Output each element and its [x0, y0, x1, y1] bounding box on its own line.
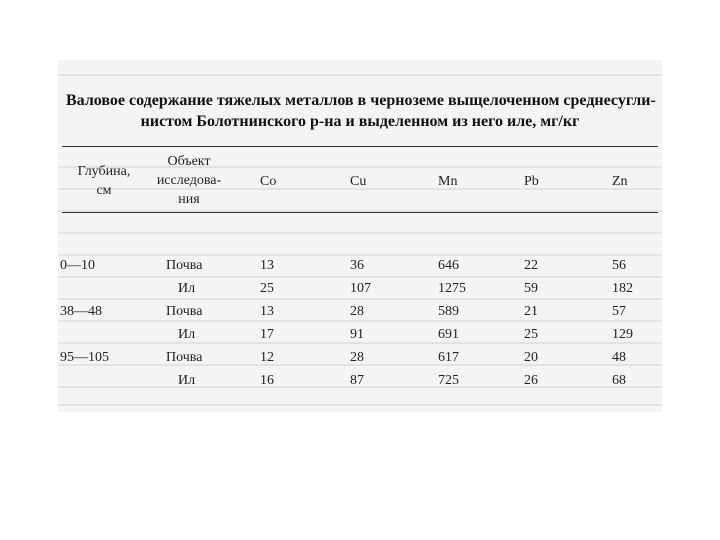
header-object-line: ния [178, 192, 200, 207]
cell-co: 17 [260, 327, 274, 342]
cell-depth: 38—48 [60, 304, 102, 319]
cell-object: Почва [166, 258, 203, 273]
header-object-line: Объект [167, 154, 211, 169]
cell-zn: 57 [612, 304, 626, 319]
cell-co: 13 [260, 304, 274, 319]
cell-cu: 107 [350, 281, 371, 296]
header-object [144, 152, 234, 209]
header-depth [64, 162, 144, 200]
scanned-table-image [58, 60, 662, 412]
cell-cu: 87 [350, 373, 364, 388]
header-top-rule [62, 146, 658, 147]
cell-depth: 0—10 [60, 258, 95, 273]
cell-pb: 22 [524, 258, 538, 273]
header-mn: Mn [438, 174, 458, 189]
header-pb: Pb [524, 174, 539, 189]
header-depth-line: Глубина, [77, 164, 131, 179]
header-co: Co [260, 174, 277, 189]
table-title-line: нистом Болотнинского р-на и выделенном из него иле, мг/кг [140, 113, 580, 130]
table-title-line: Валовое содержание тяжелых металлов в черноземе выщелоченном среднесугли- [66, 92, 656, 109]
bleed-line [58, 404, 662, 406]
cell-cu: 28 [350, 304, 364, 319]
cell-cu: 91 [350, 327, 364, 342]
bleed-line [58, 298, 662, 300]
cell-zn: 48 [612, 350, 626, 365]
cell-object: Почва [166, 304, 203, 319]
header-zn: Zn [612, 174, 628, 189]
cell-object: Почва [166, 350, 203, 365]
cell-mn: 1275 [438, 281, 466, 296]
bleed-line [58, 276, 662, 278]
cell-cu: 28 [350, 350, 364, 365]
cell-pb: 25 [524, 327, 538, 342]
cell-co: 16 [260, 373, 274, 388]
cell-object: Ил [178, 373, 196, 388]
cell-object: Ил [178, 281, 196, 296]
cell-cu: 36 [350, 258, 364, 273]
header-object-line: исследова- [156, 173, 222, 188]
cell-co: 12 [260, 350, 274, 365]
table-title [66, 90, 654, 132]
header-cu: Cu [350, 174, 367, 189]
cell-co: 25 [260, 281, 274, 296]
cell-co: 13 [260, 258, 274, 273]
cell-depth: 95—105 [60, 350, 109, 365]
cell-mn: 691 [438, 327, 459, 342]
cell-pb: 21 [524, 304, 538, 319]
header-depth-line: см [96, 183, 112, 198]
cell-pb: 26 [524, 373, 538, 388]
bleed-line [58, 232, 662, 234]
cell-mn: 589 [438, 304, 459, 319]
bleed-line [58, 74, 662, 76]
cell-pb: 20 [524, 350, 538, 365]
header-bottom-rule [62, 212, 658, 213]
cell-mn: 725 [438, 373, 459, 388]
cell-zn: 56 [612, 258, 626, 273]
cell-zn: 182 [612, 281, 633, 296]
cell-object: Ил [178, 327, 196, 342]
cell-zn: 68 [612, 373, 626, 388]
cell-mn: 617 [438, 350, 459, 365]
cell-zn: 129 [612, 327, 633, 342]
cell-mn: 646 [438, 258, 459, 273]
cell-pb: 59 [524, 281, 538, 296]
